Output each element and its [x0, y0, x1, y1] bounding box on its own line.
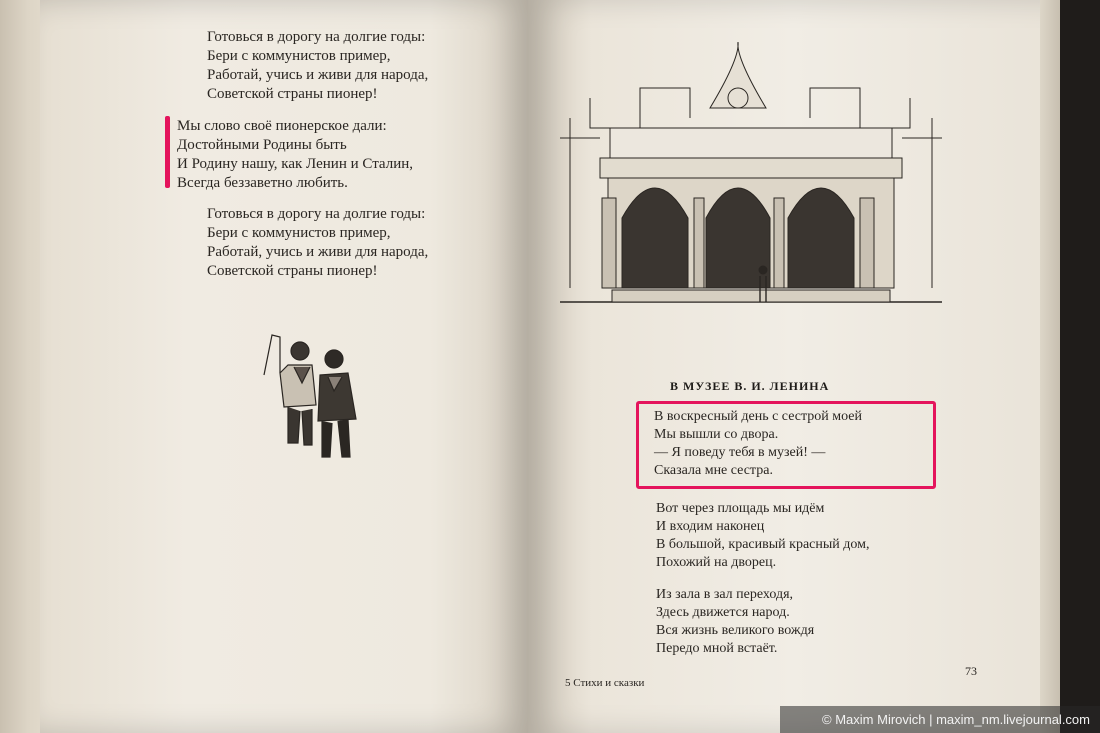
verse-line: Бери с коммунистов пример,: [207, 48, 391, 64]
verse-line: Всегда беззаветно любить.: [177, 175, 348, 191]
verse-line: Похожий на дворец.: [656, 555, 777, 570]
verse-line: И Родину нашу, как Ленин и Сталин,: [177, 156, 414, 172]
verse-line: Достойными Родины быть: [177, 137, 347, 153]
verse-line: Вся жизнь великого вождя: [656, 623, 815, 638]
verse-line: Передо мной встаёт.: [656, 641, 778, 656]
verse-line: Работай, учись и живи для народа,: [207, 67, 429, 83]
signature-mark: 5 Стихи и сказки: [565, 677, 645, 689]
page-stack-right: [1040, 0, 1060, 733]
verse-line: Вот через площадь мы идём: [656, 501, 825, 516]
pioneers-illustration: [258, 325, 366, 463]
verse-line: — Я поведу тебя в музей! —: [654, 445, 826, 460]
poem-stanza-3: [656, 586, 814, 658]
verse-line: Советской страны пионер!: [207, 86, 378, 102]
verse-line: Сказала мне сестра.: [654, 463, 773, 478]
verse-line: Здесь движется народ.: [656, 605, 790, 620]
poem-title: В МУЗЕЕ В. И. ЛЕНИНА: [670, 379, 830, 393]
verse-line: И входим наконец: [656, 519, 765, 534]
verse-line: Готовься в дорогу на долгие годы:: [207, 206, 426, 222]
verse-line: Советской страны пионер!: [207, 263, 378, 279]
verse-line: Готовься в дорогу на долгие годы:: [207, 29, 426, 45]
background-edge: [1060, 0, 1100, 733]
verse-line: Работай, учись и живи для народа,: [207, 244, 429, 260]
pledge-stanza: [177, 117, 413, 193]
highlight-bar: [165, 116, 170, 188]
poem-stanza-2: [656, 500, 870, 572]
verse-line: В воскресный день с сестрой моей: [654, 409, 862, 424]
poem-stanza-1: [654, 408, 862, 480]
photo-watermark: © Maxim Mirovich | maxim_nm.livejournal.com: [780, 706, 1100, 733]
verse-line: Из зала в зал переходя,: [656, 587, 794, 602]
museum-building-illustration: [560, 38, 942, 310]
refrain-stanza-2: [177, 205, 428, 281]
verse-line: Бери с коммунистов пример,: [207, 225, 391, 241]
verse-line: Мы слово своё пионерское дали:: [177, 118, 387, 134]
refrain-stanza-1: [177, 28, 428, 104]
verse-line: Мы вышли со двора.: [654, 427, 779, 442]
verse-line: В большой, красивый красный дом,: [656, 537, 870, 552]
page-number: 73: [965, 664, 977, 678]
